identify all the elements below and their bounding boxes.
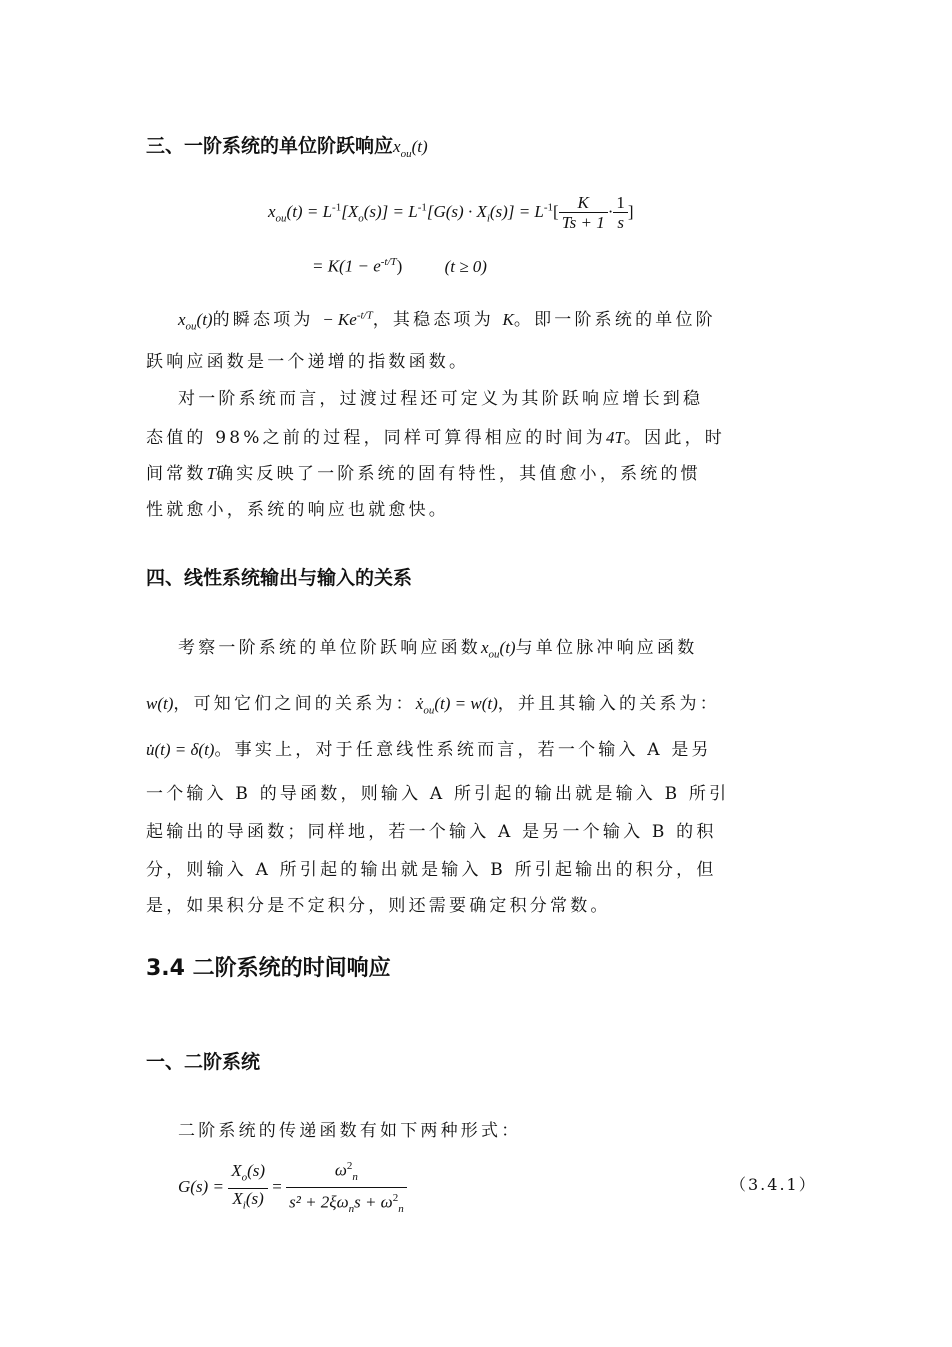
p3-l1-var: x: [481, 638, 489, 657]
p1-var: x: [178, 310, 186, 329]
section-heading-first-order-step: [146, 131, 428, 160]
p1-m: − Ke: [322, 310, 357, 329]
p2-l2-m: 4T: [606, 428, 624, 447]
inv-sup: -1: [332, 201, 342, 214]
p3-l2-m: w(t): [146, 694, 174, 713]
eq341-den-sub2: n: [398, 1203, 404, 1216]
p1-b: ，其稳态项为: [372, 310, 494, 330]
heading-var-arg: (t): [411, 137, 428, 156]
p2-l3-a: 间常数: [146, 464, 207, 484]
p3-l1-sub: ou: [488, 648, 500, 661]
eq341-frac1-num: [228, 1161, 268, 1188]
eq341-frac1-den: [228, 1189, 268, 1215]
eq341-frac1-num-x: X: [231, 1161, 242, 1181]
p1-k: K: [502, 310, 514, 329]
eq1-frac2-num: 1: [613, 193, 628, 213]
eq341-den-sup: 2: [392, 1192, 399, 1205]
equation-number: （3.4.1）: [730, 1175, 817, 1194]
para-relation-line2: [146, 689, 806, 716]
eq1-e: (s)] = L: [489, 201, 544, 221]
p2-l3-b: 确实反映了一阶系统的固有特性，其值愈小，系统的惯: [216, 464, 701, 484]
eq341-omega: ω: [334, 1160, 347, 1180]
eq1-d-sub: i: [486, 212, 490, 225]
eq1-a: (t) = L: [286, 201, 333, 221]
inv-sup: -1: [417, 201, 427, 214]
para-transient-line1: [178, 305, 806, 332]
equation-step-response-laplace: [268, 193, 634, 233]
para-relation-line7: 是，如果积分是不定积分，则还需要确定积分常数。: [146, 896, 611, 916]
para-transition-line4: 性就愈小，系统的响应也就愈快。: [146, 500, 449, 520]
eq1-frac2: [613, 193, 628, 233]
eq341-frac2: [286, 1157, 407, 1219]
eq341-eq: =: [272, 1176, 282, 1196]
p3-l1-arg: (t): [499, 638, 516, 657]
eq1-b-sub: o: [358, 212, 364, 225]
p3-l3-a: 。事实上，对于任意线性系统而言，若一个输入 A 是另: [214, 740, 712, 760]
eq341-lhs: G(s) =: [178, 1176, 224, 1196]
p3-l2-eq-rest: (t) = w(t): [434, 694, 498, 713]
eq2-cond: (t ≥ 0): [444, 256, 487, 276]
eq341-den-a: s² + 2ξω: [289, 1192, 349, 1212]
eq341-frac1-den-sub: i: [242, 1198, 246, 1211]
eq341-frac1-den-end: (s): [245, 1188, 264, 1208]
eq1-lhs-sub: ou: [275, 212, 287, 225]
heading-var: x: [393, 137, 401, 156]
eq1-d: [G(s) · X: [426, 201, 487, 221]
inv-sup: -1: [543, 201, 554, 214]
heading-text: 三、一阶系统的单位阶跃响应: [146, 135, 394, 157]
eq341-frac1-den-x: X: [232, 1188, 243, 1208]
p3-l2-b: ，并且其输入的关系为：: [497, 694, 720, 714]
para-relation-line5: 起输出的导函数；同样地，若一个输入 A 是另一个输入 B 的积: [146, 822, 717, 842]
p2-l3-m: T: [206, 464, 217, 483]
p1-c: 。即一阶系统的单位阶: [513, 310, 716, 330]
eq341-frac1-num-sub: o: [241, 1171, 248, 1184]
eq1-frac1-den: Ts + 1: [561, 213, 605, 232]
eq2-b: ): [396, 256, 403, 276]
eq1-dot: ·: [607, 201, 614, 221]
para-transient-line2: 跃响应函数是一个递增的指数函数。: [146, 352, 470, 372]
para-transfer-function-intro: 二阶系统的传递函数有如下两种形式：: [178, 1121, 522, 1141]
para-transition-line3: [146, 459, 806, 484]
para-transition-line2: [146, 423, 806, 448]
eq1-b: [X: [341, 201, 359, 221]
p3-l1-b: 与单位脉冲响应函数: [515, 638, 698, 658]
para-transition-line1: 对一阶系统而言，过渡过程还可定义为其阶跃响应增长到稳: [178, 389, 704, 409]
eq1-c: (s)] = L: [363, 201, 418, 221]
eq341-frac1: [228, 1161, 268, 1215]
section-heading-second-order: 3.4 二阶系统的时间响应: [146, 956, 391, 981]
eq1-frac2-den: s: [617, 213, 624, 232]
p2-l2-b: 。因此，时: [623, 428, 725, 448]
heading-var-sub: ou: [400, 147, 412, 160]
eq1-end: ]: [627, 201, 634, 221]
eq1-f: [: [553, 201, 559, 221]
p2-l2-a: 态值的 98%之前的过程，同样可算得相应的时间为: [146, 428, 606, 448]
eq341-frac2-num: [286, 1157, 407, 1188]
para-relation-line1: [178, 633, 806, 660]
para-relation-line6: 分，则输入 A 所引起的输出就是输入 B 所引起输出的积分，但: [146, 860, 717, 880]
eq341-den-mid: s + ω: [354, 1192, 393, 1212]
eq1-frac1-num: K: [559, 193, 608, 213]
eq2-sup: -t/T: [380, 256, 397, 268]
p1-sup: -t/T: [356, 309, 373, 322]
section-heading-linear-io: 四、线性系统输出与输入的关系: [146, 567, 413, 589]
equation-3-4-1: [178, 1157, 407, 1219]
eq341-omega-sub: n: [352, 1171, 358, 1184]
p3-l3-m: u̇(t) = δ(t): [146, 740, 215, 759]
p1-sub: ou: [185, 320, 197, 333]
eq341-frac2-den: [286, 1188, 407, 1219]
eq341-omega-sup: 2: [346, 1160, 353, 1172]
eq2-a: = K(1 − e: [312, 256, 381, 276]
eq1-frac1: [559, 193, 608, 233]
eq341-den-sub: n: [348, 1203, 355, 1216]
p1-arg: (t): [196, 310, 213, 329]
equation-step-response-result: [312, 256, 487, 277]
p3-l2-a: ，可知它们之间的关系为：: [173, 694, 416, 714]
para-relation-line3: [146, 735, 806, 760]
p1-a: 的瞬态项为: [212, 310, 314, 330]
para-relation-line4: 一个输入 B 的导函数，则输入 A 所引起的输出就是输入 B 所引: [146, 784, 730, 804]
p3-l1-a: 考察一阶系统的单位阶跃响应函数: [178, 638, 481, 658]
section-heading-second-order-system: 一、二阶系统: [146, 1051, 261, 1073]
p3-l2-eq-sub: ou: [423, 704, 435, 717]
p3-l2-eq-var: ẋ: [415, 694, 424, 713]
eq1-lhs: x: [268, 201, 276, 221]
eq341-frac1-num-end: (s): [247, 1161, 266, 1181]
